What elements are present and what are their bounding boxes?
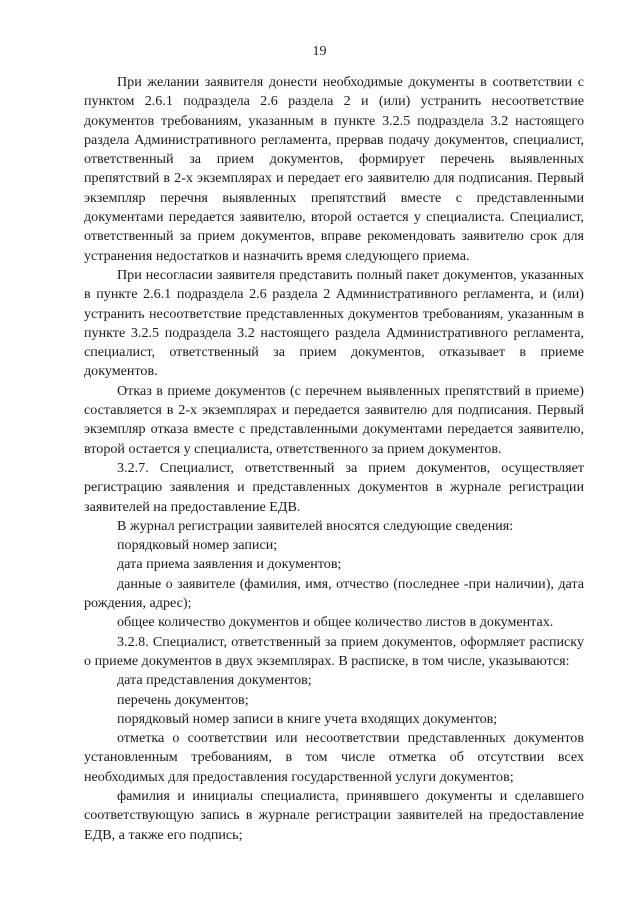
paragraph: При несогласии заявителя представить полный пакет документов, указанных в пункте 2.6.1 подраздела 2.6 раздела 2 Административного регламента, и (или) устранить несоответствие представленных документов требованиям, указанным в пункте 3.2.5 подраздела 3.2 настоящего раздела Административного регламента, специалист, ответственный за прием документов, отказывает в приеме документов. xyxy=(84,266,584,380)
paragraph: В журнал регистрации заявителей вносятся следующие сведения: xyxy=(117,517,514,534)
list-item: порядковый номер записи в книге учета входящих документов; xyxy=(117,710,498,727)
list-item: данные о заявителе (фамилия, имя, отчество (последнее -при наличии), дата рождения, адрес); xyxy=(84,575,584,612)
list-item: общее количество документов и общее количество листов в документах. xyxy=(117,614,554,631)
paragraph: 3.2.7. Специалист, ответственный за прием документов, осуществляет регистрацию заявления и представленных документов в журнале регистрации заявителей на предоставление ЕДВ. xyxy=(84,459,584,515)
list-item: дата представления документов; xyxy=(117,672,312,689)
page-number: 19 xyxy=(312,44,327,59)
list-item: фамилия и инициалы специалиста, принявшего документы и сделавшего соответствующую запись в журнале регистрации заявителей на предоставление ЕДВ, а также его подпись; xyxy=(84,787,584,843)
document-body xyxy=(84,73,584,845)
paragraph: При желании заявителя донести необходимые документы в соответствии с пунктом 2.6.1 подраздела 2.6 раздела 2 и (или) устранить несоответствие документов требованиям, указанным в пункте 3.2.5 подраздела 3.2 настоящего раздела Административного регламента, прервав подачу документов, специалист, ответственный за прием документов, формирует перечень выявленных препятствий в 2-х экземплярах и передает его заявителю для подписания. Первый экземпляр перечня выявленных препятствий вместе с представленными документами передается заявителю, второй остается у специалиста. Специалист, ответственный за прием документов, вправе рекомендовать заявителю срок для устранения недостатков и назначить время следующего приема. xyxy=(84,74,584,264)
list-item: перечень документов; xyxy=(117,691,249,708)
list-item: порядковый номер записи; xyxy=(117,537,278,554)
list-item: дата приема заявления и документов; xyxy=(117,556,342,573)
paragraph: 3.2.8. Специалист, ответственный за прием документов, оформляет расписку о приеме документов в двух экземплярах. В расписке, в том числе, указываются: xyxy=(84,633,584,669)
paragraph: Отказ в приеме документов (с перечнем выявленных препятствий в приеме) составляется в 2-х экземплярах и передается заявителю для подписания. Первый экземпляр отказа вместе с представленными документами передается заявителю, второй остается у специалиста, ответственного за прием документов. xyxy=(84,382,584,457)
list-item: отметка о соответствии или несоответствии представленных документов установленным требованиям, в том числе отметка об отсутствии всех необходимых для предоставления государственной услуги документов; xyxy=(84,730,584,785)
